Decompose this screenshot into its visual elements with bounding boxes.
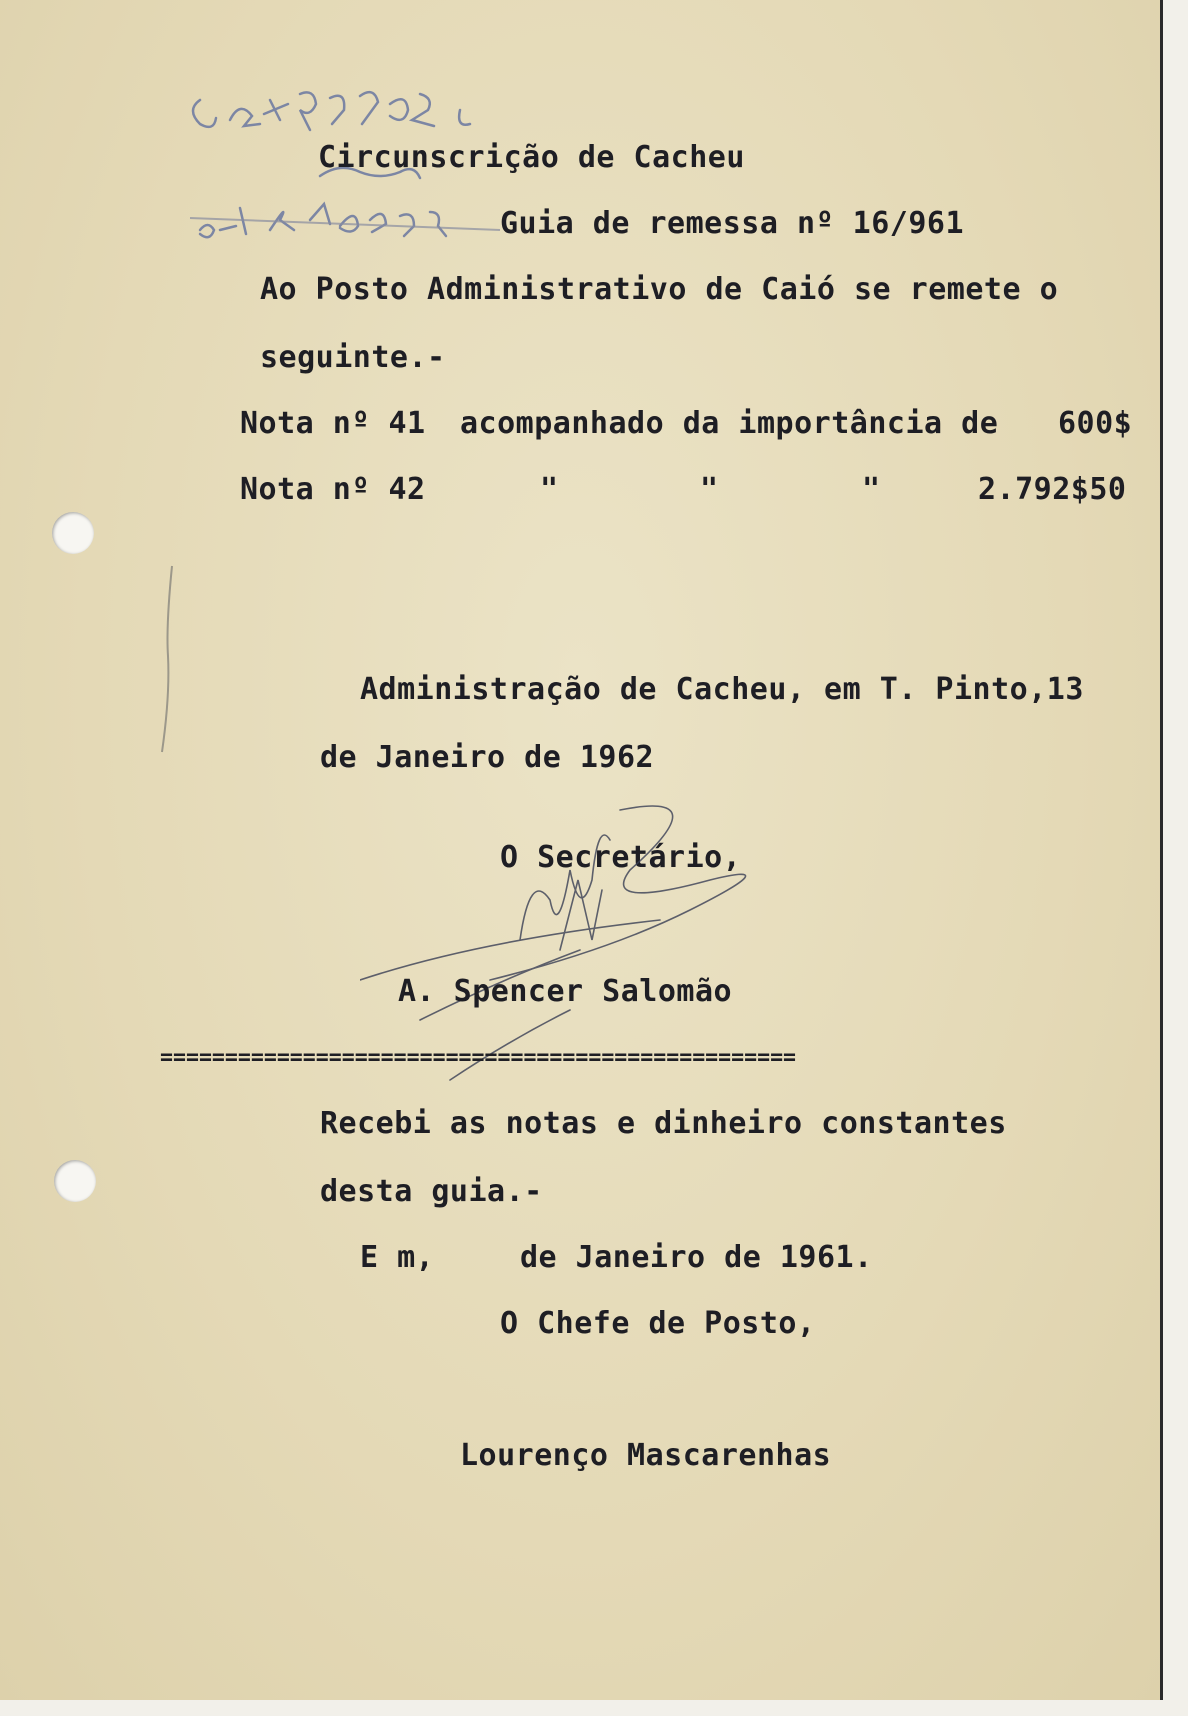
punch-hole-bottom: [54, 1160, 96, 1202]
ditto-mark: ": [540, 472, 559, 507]
receiver-name: Lourenço Mascarenhas: [460, 1438, 832, 1473]
sender-name: A. Spencer Salomão: [398, 974, 733, 1009]
receipt-date: de Janeiro de 1961.: [520, 1240, 873, 1275]
receipt-line-2: desta guia.-: [320, 1174, 543, 1209]
sender-role: O Secretário,: [500, 840, 742, 875]
punch-hole-top: [52, 512, 94, 554]
receiver-role: O Chefe de Posto,: [500, 1306, 816, 1341]
guide-number: Guia de remessa nº 16/961: [500, 206, 965, 241]
note-42-amount: 2.792$50: [978, 472, 1127, 507]
receipt-line-1: Recebi as notas e dinheiro constantes: [320, 1106, 1007, 1141]
pencil-annotation: [190, 80, 550, 280]
intro-line-1: Ao Posto Administrativo de Caió se remete o: [260, 272, 1059, 307]
ditto-mark: ": [700, 472, 719, 507]
dateline-1: Administração de Cacheu, em T. Pinto,13: [360, 672, 1084, 707]
receipt-date-prefix: E m,: [360, 1240, 435, 1275]
divider-line: =================================================: [160, 1045, 797, 1070]
note-41-amount: 600$: [1058, 406, 1133, 441]
note-41-label: Nota nº 41: [240, 406, 426, 441]
intro-line-2: seguinte.-: [260, 340, 446, 375]
note-42-label: Nota nº 42: [240, 472, 426, 507]
note-41-text: acompanhado da importância de: [460, 406, 999, 441]
district-heading: Circunscrição de Cacheu: [318, 140, 745, 175]
dateline-2: de Janeiro de 1962: [320, 740, 655, 775]
ink-smudge: [150, 560, 190, 760]
ditto-mark: ": [862, 472, 881, 507]
